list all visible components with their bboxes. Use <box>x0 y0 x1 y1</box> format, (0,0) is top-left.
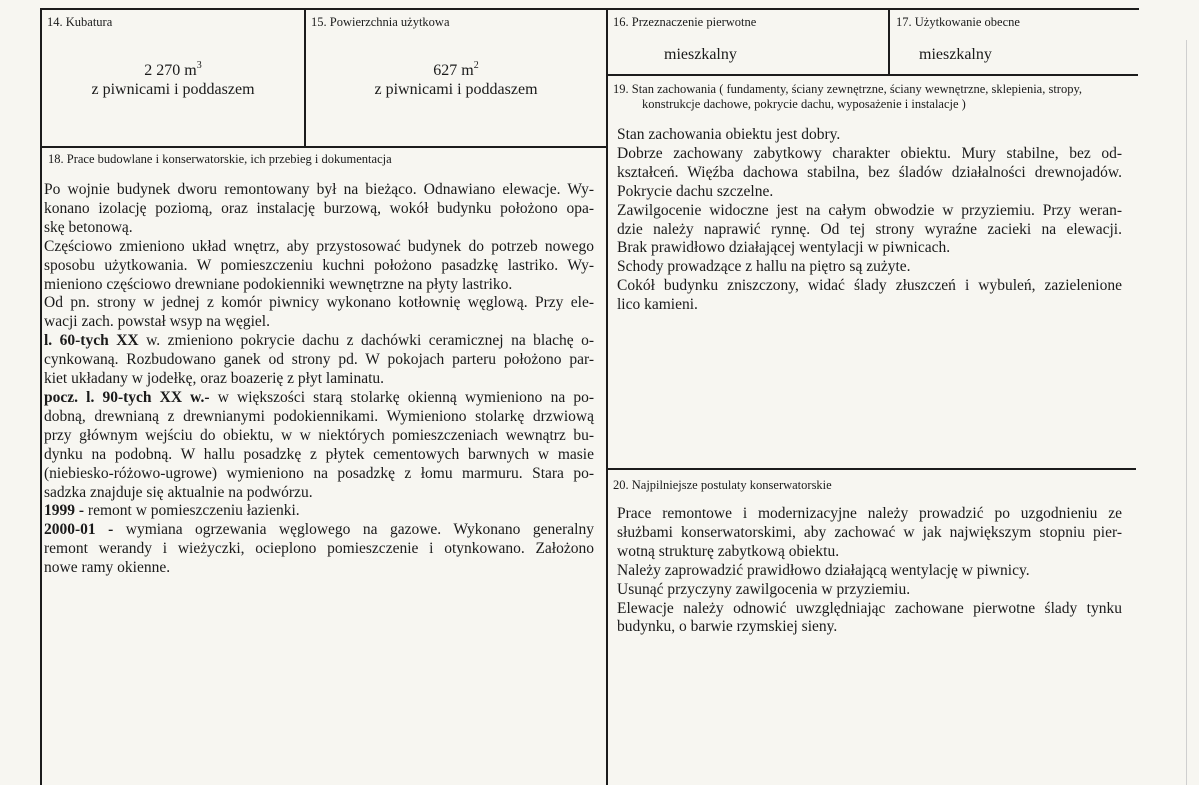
text-line <box>44 408 594 427</box>
text-line: kształceń. Więźba dachowa stabilna, bez śladów działalności drewnojadów. <box>617 163 1122 181</box>
text-line: Pokrycie dachu szczelne. <box>617 182 774 200</box>
powierzchnia-value-block <box>306 61 606 99</box>
line-text: wacji zach. powstał wsyp na węgiel. <box>44 313 270 331</box>
stan-body <box>617 126 1122 315</box>
text-line <box>44 313 594 332</box>
text-line: Cokół budynku zniszczony, widać ślady złuszczeń i wybuleń, zazielenione <box>617 277 1122 295</box>
text-line: wotną strukturę zabytkową obiektu. <box>617 542 840 560</box>
text-line <box>44 427 594 446</box>
text-line <box>44 332 594 351</box>
line-text: Od pn. strony w jednej z komór piwnicy wykonano kotłownię węglową. Przy ele- <box>44 294 594 312</box>
text-line: Należy zaprowadzić prawidłowo działającą wentylację w piwnicy. <box>617 561 1030 579</box>
powierzchnia-note: z piwnicami i poddaszem <box>374 81 538 98</box>
kubatura-value: 2 270 m <box>144 62 197 79</box>
text-line: Stan zachowania obiektu jest dobry. <box>617 126 841 143</box>
text-line <box>44 181 594 200</box>
kubatura-label: 14. Kubatura <box>47 15 113 29</box>
top-border <box>40 8 1139 10</box>
text-line <box>44 238 594 257</box>
stan-label-line2: konstrukcje dachowe, pokrycie dachu, wyposażenie i instalacje ) <box>642 97 966 111</box>
line-text: Po wojnie budynek dworu remontowany był na bieżąco. Odnawiano elewacje. Wy- <box>44 181 594 198</box>
text-line: Schody prowadzące z hallu na piętro są zużyte. <box>617 258 911 276</box>
left-border <box>40 8 42 785</box>
divider-16-17 <box>888 8 890 74</box>
line-text: nowe ramy okienne. <box>44 559 171 577</box>
text-line: Brak prawidłowo działającej wentylacji w piwnicach. <box>617 239 951 257</box>
line-text: dobną, drewnianą z drewnianymi podokiennikami. Wymieniono stolarkę drzwiową <box>44 407 594 425</box>
line-text: dynku na podobną. W hallu posadzkę z płytek cementowych barwnych w masie <box>44 445 594 463</box>
prace-body <box>44 181 594 578</box>
line-text: Częściowo zmieniono układ wnętrz, aby przystosować budynek do potrzeb nowego <box>44 237 594 255</box>
line-text: przy głównym wejściu do obiektu, w w niektórych pomieszczeniach wewnątrz bu- <box>44 426 594 444</box>
text-line <box>44 294 594 313</box>
powierzchnia-value: 627 m <box>433 62 474 79</box>
text-line <box>44 521 594 540</box>
text-line: Elewacje należy odnowić uwzględniając zachowane pierwotne ślady tynku <box>617 599 1122 617</box>
bold-date: l. 60-tych XX <box>44 332 139 350</box>
line-text: sposobu użytkowania. W pomieszczeniu kuchni położono pasadzkę lastriko. Wy- <box>44 256 594 274</box>
postulaty-body <box>617 505 1122 637</box>
line-text: w większości starą stolarkę okienną wymieniono na po- <box>209 388 594 406</box>
right-page-edge <box>1186 40 1187 785</box>
row-divider-20 <box>606 468 1136 470</box>
uzytkowanie-value: mieszkalny <box>919 46 992 63</box>
text-line <box>44 559 594 578</box>
text-line <box>44 257 594 276</box>
text-line <box>44 200 594 219</box>
kubatura-value-block <box>42 61 304 99</box>
text-line <box>44 276 594 295</box>
bold-date: pocz. l. 90-tych XX w.- <box>44 388 210 406</box>
text-line <box>44 540 594 559</box>
prace-label: 18. Prace budowlane i konserwatorskie, ich przebieg i dokumentacja <box>48 152 392 166</box>
kubatura-unit-sup: 3 <box>196 59 202 71</box>
powierzchnia-unit-sup: 2 <box>473 59 479 71</box>
row-divider-left <box>40 146 607 148</box>
text-line <box>44 446 594 465</box>
line-text: skę betonową. <box>44 218 133 236</box>
text-line: Dobrze zachowany zabytkowy charakter obiektu. Mury stabilne, bez od- <box>617 144 1122 162</box>
text-line <box>44 389 594 408</box>
kubatura-note: z piwnicami i poddaszem <box>91 81 255 98</box>
uzytkowanie-label: 17. Użytkowanie obecne <box>896 15 1020 29</box>
text-line <box>44 370 594 389</box>
text-line <box>44 351 594 370</box>
line-text: mieniono częściowo drewniane podokienniki wewnętrzne na płyty lastriko. <box>44 275 513 293</box>
text-line <box>44 502 594 521</box>
text-line: służbami konserwatorskimi, aby zachować w jak największym stopniu pier- <box>617 523 1122 541</box>
line-text: konano izolację poziomą, oraz instalację burzową, wokół budynku położono opa- <box>44 199 594 217</box>
text-line: Zawilgocenie widoczne jest na całym obwodzie w przyziemiu. Przy weran- <box>617 201 1122 219</box>
text-line <box>44 484 594 503</box>
text-line: dzie należy naprawić rynnę. Od tej strony wyraźne zacieki na elewacji. <box>617 220 1122 238</box>
row-divider-right <box>606 74 1138 76</box>
line-text: remont w pomieszczeniu łazienki. <box>84 502 300 520</box>
przeznaczenie-label: 16. Przeznaczenie pierwotne <box>613 15 757 29</box>
text-line <box>44 219 594 238</box>
text-line: lico kamieni. <box>617 296 698 314</box>
bold-date: 1999 - <box>44 502 85 520</box>
text-line <box>44 465 594 484</box>
bold-date: 2000-01 - <box>44 521 114 539</box>
text-line: Usunąć przyczyny zawilgocenia w przyziemiu. <box>617 580 911 598</box>
text-line: budynku, o barwie rzymskiej sieny. <box>617 618 838 636</box>
powierzchnia-label: 15. Powierzchnia użytkowa <box>311 15 450 29</box>
line-text: w. zmieniono pokrycie dachu z dachówki ceramicznej na blachę o- <box>138 332 594 350</box>
stan-label-line1: 19. Stan zachowania ( fundamenty, ściany zewnętrzne, ściany wewnętrzne, sklepienia, stropy, <box>613 82 1083 96</box>
center-divider <box>606 8 608 785</box>
line-text: wymiana ogrzewania węglowego na gazowe. Wykonano generalny <box>113 521 594 539</box>
przeznaczenie-value: mieszkalny <box>664 46 737 63</box>
line-text: cynkowaną. Rozbudowano ganek od strony pd. W pokojach parteru położono par- <box>44 351 594 369</box>
line-text: sadzka znajduje się aktualnie na podwórzu. <box>44 483 313 501</box>
line-text: (niebiesko-różowo-ugrowe) wymieniono na posadzkę z łomu marmuru. Stara po- <box>44 464 594 482</box>
line-text: kiet układany w jodełkę, oraz boazerię z płyt laminatu. <box>44 370 385 388</box>
text-line: Prace remontowe i modernizacyjne należy prowadzić po uzgodnieniu ze <box>617 505 1122 522</box>
line-text: remont werandy i wieżyczki, ocieplono pomieszczenie i otynkowano. Założono <box>44 540 594 558</box>
postulaty-label: 20. Najpilniejsze postulaty konserwatorskie <box>613 478 832 492</box>
